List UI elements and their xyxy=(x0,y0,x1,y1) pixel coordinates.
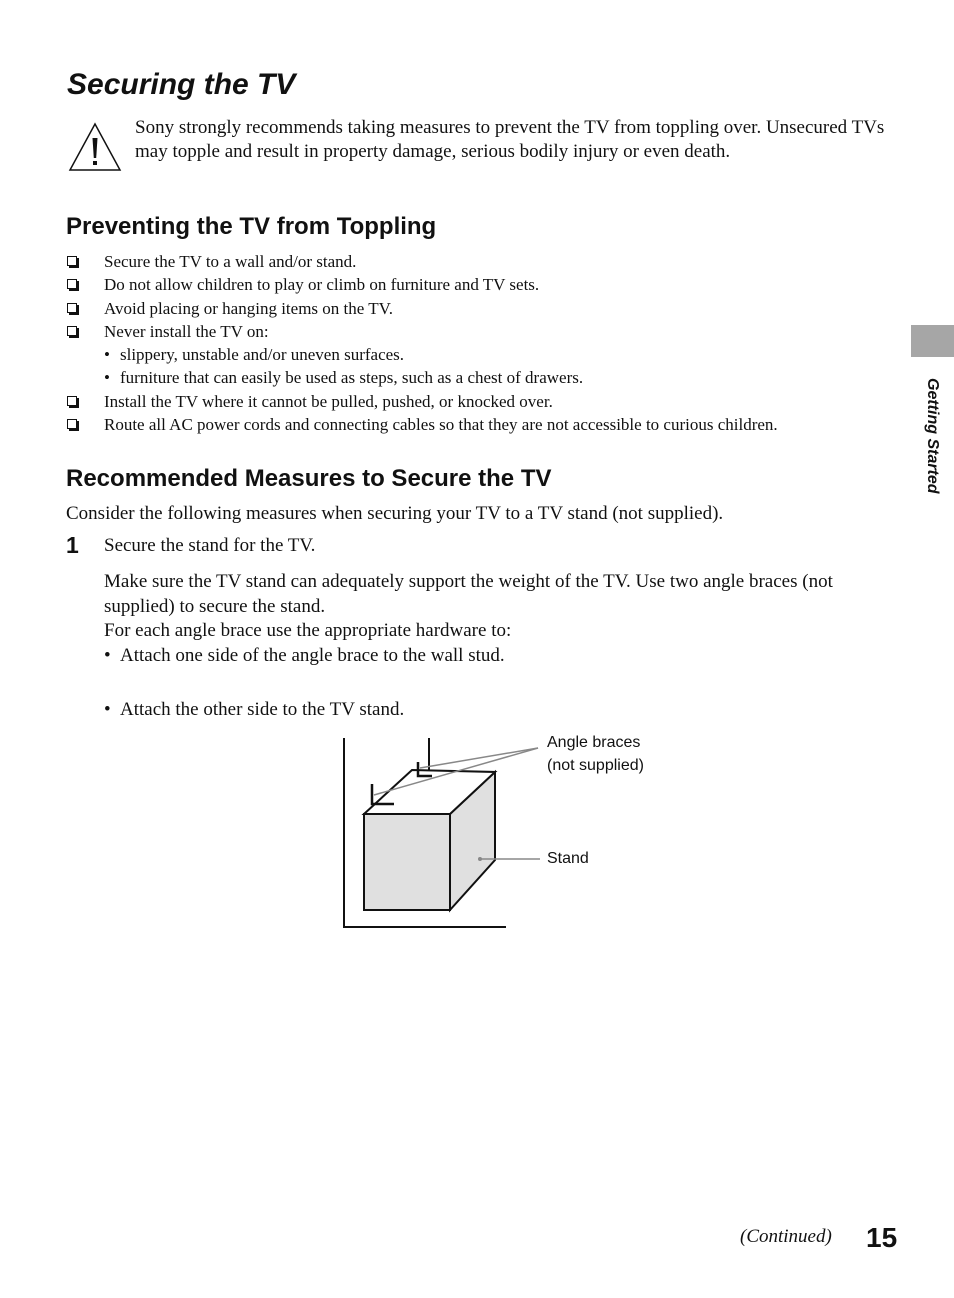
bullet-dot-icon: • xyxy=(104,368,110,388)
warning-icon xyxy=(68,122,122,172)
recommended-intro: Consider the following measures when securing your TV to a TV stand (not supplied). xyxy=(66,503,724,524)
page-number: 15 xyxy=(866,1222,898,1253)
list-item: Route all AC power cords and connecting cables so that they are not accessible to curious children. xyxy=(66,413,896,436)
side-tab-label: Getting Started xyxy=(924,378,941,494)
checkbox-bullet-icon xyxy=(67,396,77,406)
bullet-dot-icon: • xyxy=(104,699,111,720)
list-item: Avoid placing or hanging items on the TV. xyxy=(66,297,896,320)
list-item: Do not allow children to play or climb on furniture and TV sets. xyxy=(66,273,896,296)
callout-angle-braces: Angle braces (not supplied) xyxy=(547,734,644,774)
section-heading-recommended: Recommended Measures to Secure the TV xyxy=(66,465,552,492)
list-item: Install the TV where it cannot be pulled, pushed, or knocked over. xyxy=(66,390,896,413)
warning-text: Sony strongly recommends taking measures to prevent the TV from toppling over. Unsecured TVs may topple and result in property damage, serious bodily injury or even death. xyxy=(135,117,885,162)
callout-stand: Stand xyxy=(547,850,589,867)
checkbox-bullet-icon xyxy=(67,326,77,336)
bullet-dot-icon: • xyxy=(104,645,111,666)
list-item: Secure the TV to a wall and/or stand. xyxy=(66,250,896,273)
section-heading-preventing: Preventing the TV from Toppling xyxy=(66,213,437,240)
side-tab-marker xyxy=(911,325,954,357)
stand-illustration xyxy=(364,770,495,910)
continued-note: (Continued) xyxy=(740,1226,832,1247)
step-number: 1 xyxy=(66,532,79,558)
list-item: Never install the TV on: xyxy=(66,320,896,343)
sub-list-item: • furniture that can easily be used as steps, such as a chest of drawers. xyxy=(66,366,896,389)
checkbox-bullet-icon xyxy=(67,279,77,289)
step-detail: Make sure the TV stand can adequately support the weight of the TV. Use two angle braces (not supplied) to secure the stand. xyxy=(104,571,833,617)
sub-list-item: • slippery, unstable and/or uneven surfaces. xyxy=(66,343,896,366)
step-title: Secure the stand for the TV. xyxy=(104,535,316,556)
preventing-list xyxy=(66,250,896,436)
checkbox-bullet-icon xyxy=(67,419,77,429)
bullet-item: • Attach one side of the angle brace to the wall stud. xyxy=(104,645,505,666)
bullet-item: • Attach the other side to the TV stand. xyxy=(104,699,405,720)
bullet-dot-icon: • xyxy=(104,345,110,365)
checkbox-bullet-icon xyxy=(67,303,77,313)
hardware-intro: For each angle brace use the appropriate hardware to: xyxy=(104,620,512,641)
checkbox-bullet-icon xyxy=(67,256,77,266)
page-title: Securing the TV xyxy=(67,68,296,101)
